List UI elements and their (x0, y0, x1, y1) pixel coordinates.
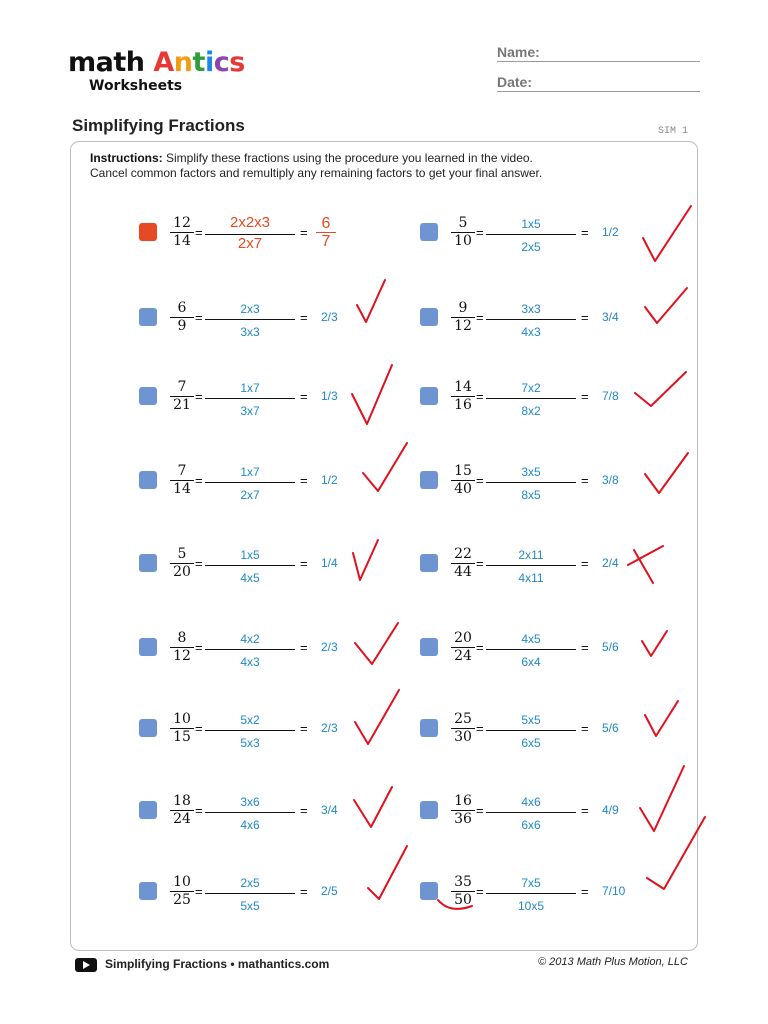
answer-numerator: 6 (316, 215, 336, 233)
fraction-denominator: 25 (173, 892, 191, 908)
work-numerator: 1x7 (240, 465, 260, 479)
equals-sign: = (195, 721, 203, 736)
final-answer: 3/4 (321, 803, 338, 817)
fraction-numerator: 18 (170, 794, 194, 811)
fraction-numerator: 20 (451, 631, 475, 648)
worksheet-code: SIM 1 (658, 126, 689, 137)
final-answer: 2/3 (321, 310, 338, 324)
logo-worksheets-text: Worksheets (89, 78, 183, 94)
fraction-numerator: 15 (451, 464, 475, 481)
final-answer: 1/2 (321, 473, 338, 487)
equals-sign: = (195, 389, 203, 404)
work-numerator: 1x7 (240, 381, 260, 395)
equals-sign: = (300, 556, 308, 571)
fraction-denominator: 36 (454, 811, 472, 827)
final-answer: 2/3 (321, 640, 338, 654)
final-answer: 1/3 (321, 389, 338, 403)
work-numerator: 4x6 (521, 795, 541, 809)
check-mark-11 (355, 623, 398, 664)
equals-sign: = (300, 389, 308, 404)
fraction-denominator: 40 (454, 481, 472, 497)
equals-sign: = (476, 721, 484, 736)
equals-sign: = (581, 389, 589, 404)
equals-sign: = (581, 884, 589, 899)
fraction-denominator: 14 (173, 233, 191, 249)
fraction-denominator: 12 (454, 318, 472, 334)
equals-sign: = (476, 389, 484, 404)
final-answer: 1/4 (321, 556, 338, 570)
fraction-numerator: 7 (170, 464, 194, 481)
equals-sign: = (476, 803, 484, 818)
work-denominator: 8x5 (521, 488, 541, 502)
page-title: Simplifying Fractions (72, 116, 245, 135)
equals-sign: = (581, 721, 589, 736)
equals-sign: = (195, 225, 203, 240)
work-numerator: 2x11 (518, 548, 544, 562)
logo-letter: i (204, 47, 214, 78)
work-numerator: 7x2 (521, 381, 541, 395)
fraction-numerator: 10 (170, 712, 194, 729)
name-label: Name: (497, 44, 540, 60)
fraction-denominator: 14 (173, 481, 191, 497)
fraction-denominator: 24 (454, 648, 472, 664)
work-denominator: 3x3 (240, 325, 260, 339)
final-answer: 2/4 (602, 556, 619, 570)
fraction-denominator: 44 (454, 564, 472, 580)
equals-sign: = (581, 310, 589, 325)
check-mark-14 (645, 701, 678, 736)
final-answer: 3/8 (602, 473, 619, 487)
footer-copyright: © 2013 Math Plus Motion, LLC (538, 956, 688, 968)
equals-sign: = (300, 225, 308, 240)
fraction-denominator: 20 (173, 564, 191, 580)
check-mark-12 (642, 631, 667, 656)
check-mark-2 (643, 206, 691, 261)
fraction-numerator: 6 (170, 301, 194, 318)
check-mark-7 (363, 443, 407, 491)
equals-sign: = (195, 803, 203, 818)
fraction-denominator: 21 (173, 397, 191, 413)
work-denominator: 2x7 (237, 235, 263, 252)
check-mark-4 (645, 288, 687, 323)
equals-sign: = (581, 640, 589, 655)
fraction-numerator: 9 (451, 301, 475, 318)
work-denominator: 6x4 (521, 655, 541, 669)
equals-sign: = (195, 556, 203, 571)
check-mark-15 (354, 787, 392, 827)
work-denominator: 2x7 (240, 488, 260, 502)
work-numerator: 3x6 (240, 795, 260, 809)
fraction-denominator: 10 (454, 233, 472, 249)
logo-letter: t (192, 47, 205, 78)
work-denominator: 4x11 (518, 571, 544, 585)
work-numerator: 1x5 (240, 548, 260, 562)
instructions-label: Instructions: (90, 151, 163, 165)
work-denominator: 5x5 (240, 899, 260, 913)
fraction-numerator: 14 (451, 380, 475, 397)
final-answer: 3/4 (602, 310, 619, 324)
logo-math-text: math (68, 47, 145, 78)
equals-sign: = (581, 803, 589, 818)
work-numerator: 5x2 (240, 713, 260, 727)
check-mark-8 (645, 453, 688, 493)
final-answer: 2/5 (321, 884, 338, 898)
equals-sign: = (195, 473, 203, 488)
equals-sign: = (195, 640, 203, 655)
equals-sign: = (476, 473, 484, 488)
work-numerator: 5x5 (521, 713, 541, 727)
check-mark-3 (357, 280, 385, 322)
equals-sign: = (476, 556, 484, 571)
fraction-numerator: 16 (451, 794, 475, 811)
work-denominator: 6x5 (521, 736, 541, 750)
equals-sign: = (300, 310, 308, 325)
equals-sign: = (195, 310, 203, 325)
fraction-numerator: 5 (451, 216, 475, 233)
work-numerator: 4x2 (240, 632, 260, 646)
fraction-numerator: 10 (170, 875, 194, 892)
work-numerator: 2x2x3 (229, 214, 271, 231)
fraction-numerator: 22 (451, 547, 475, 564)
x-mark-10 (628, 546, 663, 583)
work-denominator: 8x2 (521, 404, 541, 418)
final-answer: 1/2 (602, 225, 619, 239)
equals-sign: = (300, 884, 308, 899)
equals-sign: = (581, 473, 589, 488)
equals-sign: = (300, 721, 308, 736)
equals-sign: = (476, 884, 484, 899)
fraction-denominator: 24 (173, 811, 191, 827)
fraction-denominator: 16 (454, 397, 472, 413)
fraction-numerator: 12 (170, 216, 194, 233)
work-denominator: 4x3 (240, 655, 260, 669)
work-numerator: 3x3 (521, 302, 541, 316)
underline-mark-18 (438, 900, 472, 909)
equals-sign: = (300, 640, 308, 655)
work-numerator: 7x5 (521, 876, 541, 890)
work-denominator: 6x6 (521, 818, 541, 832)
check-mark-13 (355, 690, 399, 744)
fraction-denominator: 9 (177, 318, 187, 334)
footer-video-link[interactable] (75, 957, 329, 972)
final-answer: 5/6 (602, 640, 619, 654)
equals-sign: = (476, 310, 484, 325)
equals-sign: = (476, 225, 484, 240)
check-mark-16 (640, 766, 684, 831)
logo-letter: s (229, 47, 245, 78)
fraction-numerator: 25 (451, 712, 475, 729)
check-mark-9 (353, 540, 378, 580)
footer-left-text: Simplifying Fractions • mathantics.com (105, 957, 330, 971)
final-answer: 4/9 (602, 803, 619, 817)
work-denominator: 10x5 (517, 899, 545, 913)
work-denominator: 2x5 (521, 240, 541, 254)
check-mark-17 (368, 846, 407, 899)
final-answer: 5/6 (602, 721, 619, 735)
work-numerator: 3x5 (521, 465, 541, 479)
work-numerator: 1x5 (521, 217, 541, 231)
fraction-denominator: 12 (173, 648, 191, 664)
equals-sign: = (581, 225, 589, 240)
final-answer: 7/10 (602, 884, 626, 898)
equals-sign: = (300, 803, 308, 818)
fraction-numerator: 8 (170, 631, 194, 648)
work-numerator: 2x5 (240, 876, 260, 890)
logo-letter: A (153, 47, 174, 78)
final-answer: 7/8 (602, 389, 619, 403)
work-denominator: 3x7 (240, 404, 260, 418)
fraction-numerator: 7 (170, 380, 194, 397)
work-numerator: 2x3 (240, 302, 260, 316)
work-denominator: 5x3 (240, 736, 260, 750)
final-answer: 2/3 (321, 721, 338, 735)
equals-sign: = (195, 884, 203, 899)
equals-sign: = (300, 473, 308, 488)
check-mark-6 (635, 372, 686, 406)
instructions-line1: Simplify these fractions using the procedure you learned in the video. (162, 151, 533, 165)
instructions-line2: Cancel common factors and remultiply any remaining factors to get your final answer. (90, 166, 543, 180)
fraction-denominator: 50 (454, 892, 472, 908)
work-denominator: 4x3 (521, 325, 541, 339)
work-denominator: 4x5 (240, 571, 260, 585)
fraction-denominator: 30 (454, 729, 472, 745)
youtube-play-icon (75, 958, 97, 972)
answer-denominator: 7 (321, 233, 331, 250)
fraction-numerator: 35 (451, 875, 475, 892)
logo-letter: c (213, 47, 230, 78)
logo-letter: n (173, 47, 193, 78)
fraction-numerator: 5 (170, 547, 194, 564)
fraction-denominator: 15 (173, 729, 191, 745)
work-numerator: 4x5 (521, 632, 541, 646)
equals-sign: = (476, 640, 484, 655)
work-denominator: 4x6 (240, 818, 260, 832)
equals-sign: = (581, 556, 589, 571)
check-mark-5 (352, 365, 392, 424)
date-label: Date: (497, 74, 533, 90)
